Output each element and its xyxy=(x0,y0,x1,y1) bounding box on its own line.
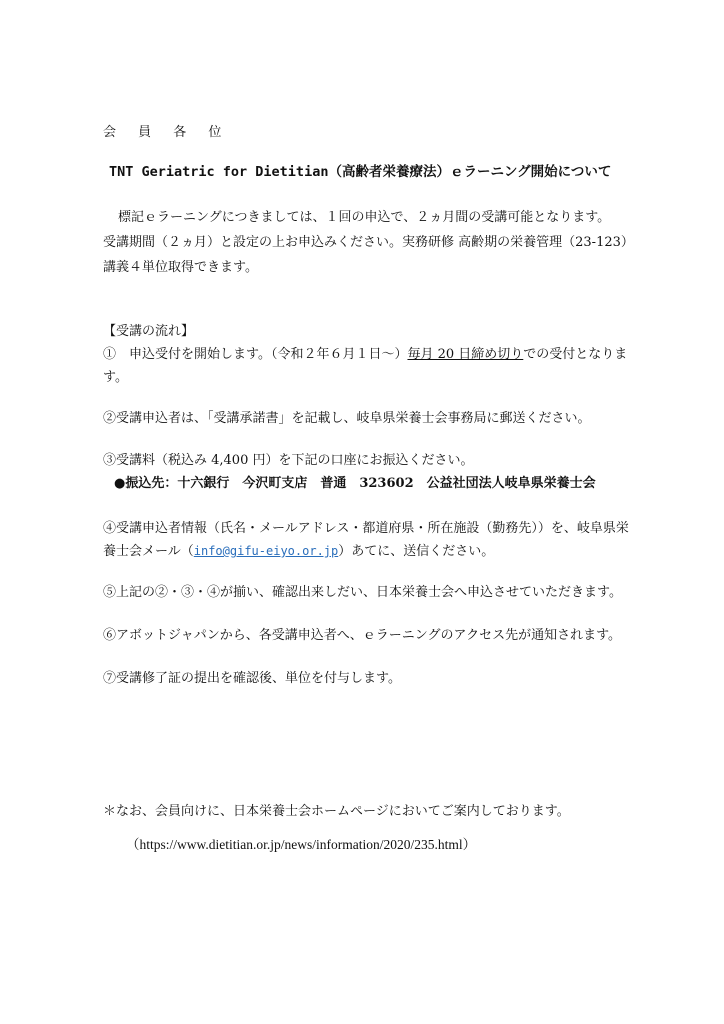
title-japanese: （高齢者栄養療法）ｅラーニング開始について xyxy=(328,164,612,180)
email-link[interactable]: info@gifu-eiyo.or.jp xyxy=(193,544,339,558)
step-1-prefix: ① 申込受付を開始します。（令和２年６月１日～） xyxy=(103,347,408,362)
note-text: ＊なお、会員向けに、日本栄養士会ホームページにおいてご案内しております。 xyxy=(103,804,570,819)
step-4-line-1: ④受講申込者情報（氏名・メールアドレス・都道府県・所在施設（勤務先））を、岐阜県栄 xyxy=(103,521,629,536)
step-4-suffix: ）あてに、送信ください。 xyxy=(338,544,495,559)
bank-account: ●振込先：十六銀行 今沢町支店 普通 323602 公益社団法人岐阜県栄養士会 xyxy=(114,476,596,491)
step-6: ⑥アボットジャパンから、各受講申込者へ、ｅラーニングのアクセス先が通知されます。 xyxy=(103,628,622,643)
intro-line-1: 標記ｅラーニングにつきましては、１回の申込で、２ヵ月間の受講可能となります。 xyxy=(118,210,611,225)
note-url: （https://www.dietitian.or.jp/news/information/2020/235.html） xyxy=(126,837,477,852)
step-1-suffix: での受付となりま xyxy=(523,347,628,362)
step-3: ③受講料（税込み 4,400 円）を下記の口座にお振込ください。 xyxy=(103,453,474,468)
step-1-deadline: 毎月 20 日締め切り xyxy=(407,347,524,362)
step-7: ⑦受講修了証の提出を確認後、単位を付与します。 xyxy=(103,671,401,686)
step-1-continuation: す。 xyxy=(103,370,128,385)
step-1 xyxy=(103,346,627,364)
step-5: ⑤上記の②・③・④が揃い、確認出来しだい、日本栄養士会へ申込させていただきます。 xyxy=(103,585,622,600)
intro-line-2: 受講期間（２ヵ月）と設定の上お申込みください。実務研修 高齢期の栄養管理（23-123） xyxy=(103,235,634,250)
step-2: ②受講申込者は、「受講承諾書」を記載し、岐阜県栄養士会事務局に郵送ください。 xyxy=(103,411,591,426)
addressee: 会 員 各 位 xyxy=(103,125,231,140)
step-4-prefix: 養士会メール（ xyxy=(103,544,194,559)
document-title xyxy=(109,163,611,181)
intro-line-3: 講義４単位取得できます。 xyxy=(103,260,258,275)
title-latin: TNT Geriatric for Dietitian xyxy=(109,164,329,180)
flow-heading: 【受講の流れ】 xyxy=(103,324,195,339)
step-4-line-2 xyxy=(103,542,494,561)
